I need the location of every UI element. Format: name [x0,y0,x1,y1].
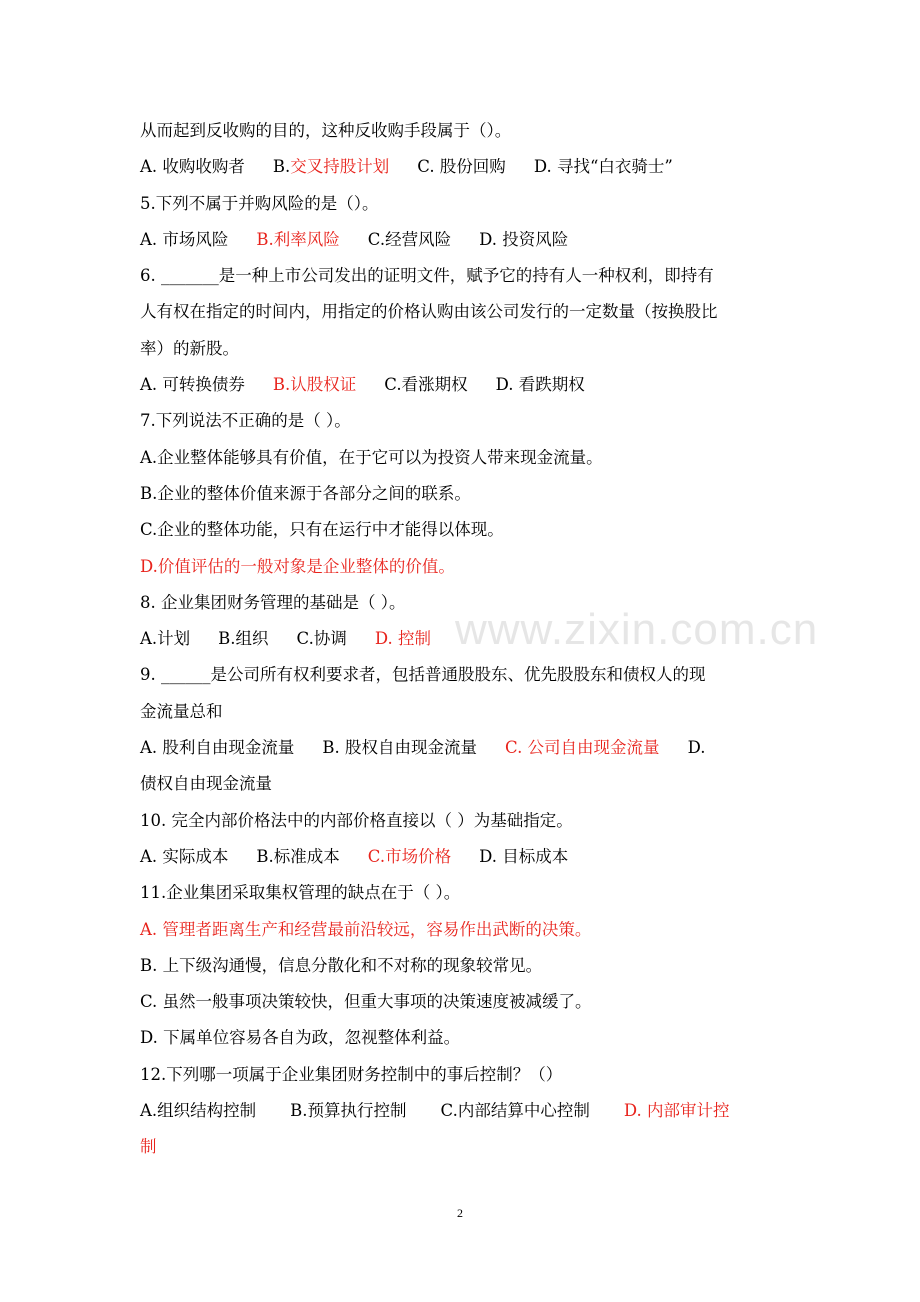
text-line [140,512,790,548]
question-text: B.预算执行控制 [290,1101,407,1121]
text-line [140,875,790,911]
answer-text: 交叉持股计划 [290,157,390,177]
question-text: B.组织 [218,629,269,649]
question-text: A. 实际成本 [140,846,229,866]
question-text: D. 看跌期权 [495,375,585,395]
answer-text: B.利率风险 [256,229,340,249]
text-line [140,331,790,367]
question-text: A. 市场风险 [140,229,229,249]
question-text: C.经营风险 [367,229,452,249]
text-line [140,476,790,512]
text-line [140,912,790,948]
question-text: C.内部结算中心控制 [440,1101,590,1121]
question-text: C.看涨期权 [384,375,468,395]
question-text: 9. ______是公司所有权利要求者，包括普通股股东、优先股股东和债权人的现 [140,665,706,685]
question-text: C.协调 [296,629,347,649]
question-text: A. 收购收购者 [140,157,245,177]
question-text: 金流量总和 [140,701,223,721]
question-text: A. 可转换债券 [140,375,245,395]
text-line [140,294,790,330]
text-line [140,367,790,403]
text-line [140,657,790,693]
question-text: D. 寻找“白衣骑士” [533,157,673,177]
text-line [140,186,790,222]
question-text: B. 上下级沟通慢，信息分散化和不对称的现象较常见。 [140,955,543,975]
text-line [140,1093,790,1129]
question-text: C. 虽然一般事项决策较快，但重大事项的决策速度被减缓了。 [140,992,592,1012]
question-text: 率）的新股。 [140,338,239,358]
question-text: 7.下列说法不正确的是（ ）。 [140,411,351,431]
answer-text: D. 内部审计控 [623,1101,730,1121]
question-text: D. 目标成本 [479,846,569,866]
text-line [140,1020,790,1056]
question-text: B.标准成本 [256,846,340,866]
text-line [140,1057,790,1093]
question-text: B.企业的整体价值来源于各部分之间的联系。 [140,483,471,503]
answer-text: D.价值评估的一般对象是企业整体的价值。 [140,556,455,576]
question-text: A. 股利自由现金流量 [140,738,295,758]
text-line [140,222,790,258]
text-line [140,839,790,875]
text-line [140,766,790,802]
answer-text: C. 公司自由现金流量 [505,738,660,758]
text-line [140,403,790,439]
text-line [140,948,790,984]
answer-text: B.认股权证 [272,375,357,395]
question-text: A.计划 [140,629,191,649]
question-text: 6. _______是一种上市公司发出的证明文件，赋予它的持有人一种权利，即持有 [140,266,714,286]
text-line [140,730,790,766]
text-line [140,803,790,839]
question-text: 人有权在指定的时间内，用指定的价格认购由该公司发行的一定数量（按换股比 [140,302,718,322]
question-text: C. 股份回购 [417,157,506,177]
question-text: 从而起到反收购的目的，这种反收购手段属于（）。 [140,121,512,140]
text-line [140,113,790,149]
text-line [140,258,790,294]
text-line [140,440,790,476]
question-text: B. 股权自由现金流量 [322,738,478,758]
question-text: 10. 完全内部价格法中的内部价格直接以（ ）为基础指定。 [140,810,573,830]
question-text: 12.下列哪一项属于企业集团财务控制中的事后控制？（） [140,1064,563,1084]
answer-text: D. 控制 [374,629,431,649]
question-text: A.企业整体能够具有价值，在于它可以为投资人带来现金流量。 [140,447,603,467]
text-line [140,1129,790,1165]
answer-text: 制 [140,1137,157,1157]
question-text: A.组织结构控制 [140,1101,257,1121]
answer-text: A. 管理者距离生产和经营最前沿较远，容易作出武断的决策。 [140,919,592,939]
text-line [140,149,790,185]
question-text: 11.企业集团采取集权管理的缺点在于（ ）。 [140,883,461,903]
question-text: D. 投资风险 [479,229,569,249]
question-text: 债权自由现金流量 [140,774,272,794]
page-number: 2 [457,1206,463,1220]
watermark: www.zixin.com.cn [455,605,819,654]
question-text: D. 下属单位容易各自为政，忽视整体利益。 [140,1028,461,1048]
text-line [140,549,790,585]
question-text: 8. 企业集团财务管理的基础是（ ）。 [140,592,406,612]
question-text: 5.下列不属于并购风险的是（）。 [140,193,379,213]
answer-text: C.市场价格 [367,846,452,866]
question-text: C.企业的整体功能，只有在运行中才能得以体现。 [140,520,504,540]
text-line [140,694,790,730]
question-text: B. [272,157,291,177]
question-text: D. [687,738,706,758]
text-line [140,984,790,1020]
